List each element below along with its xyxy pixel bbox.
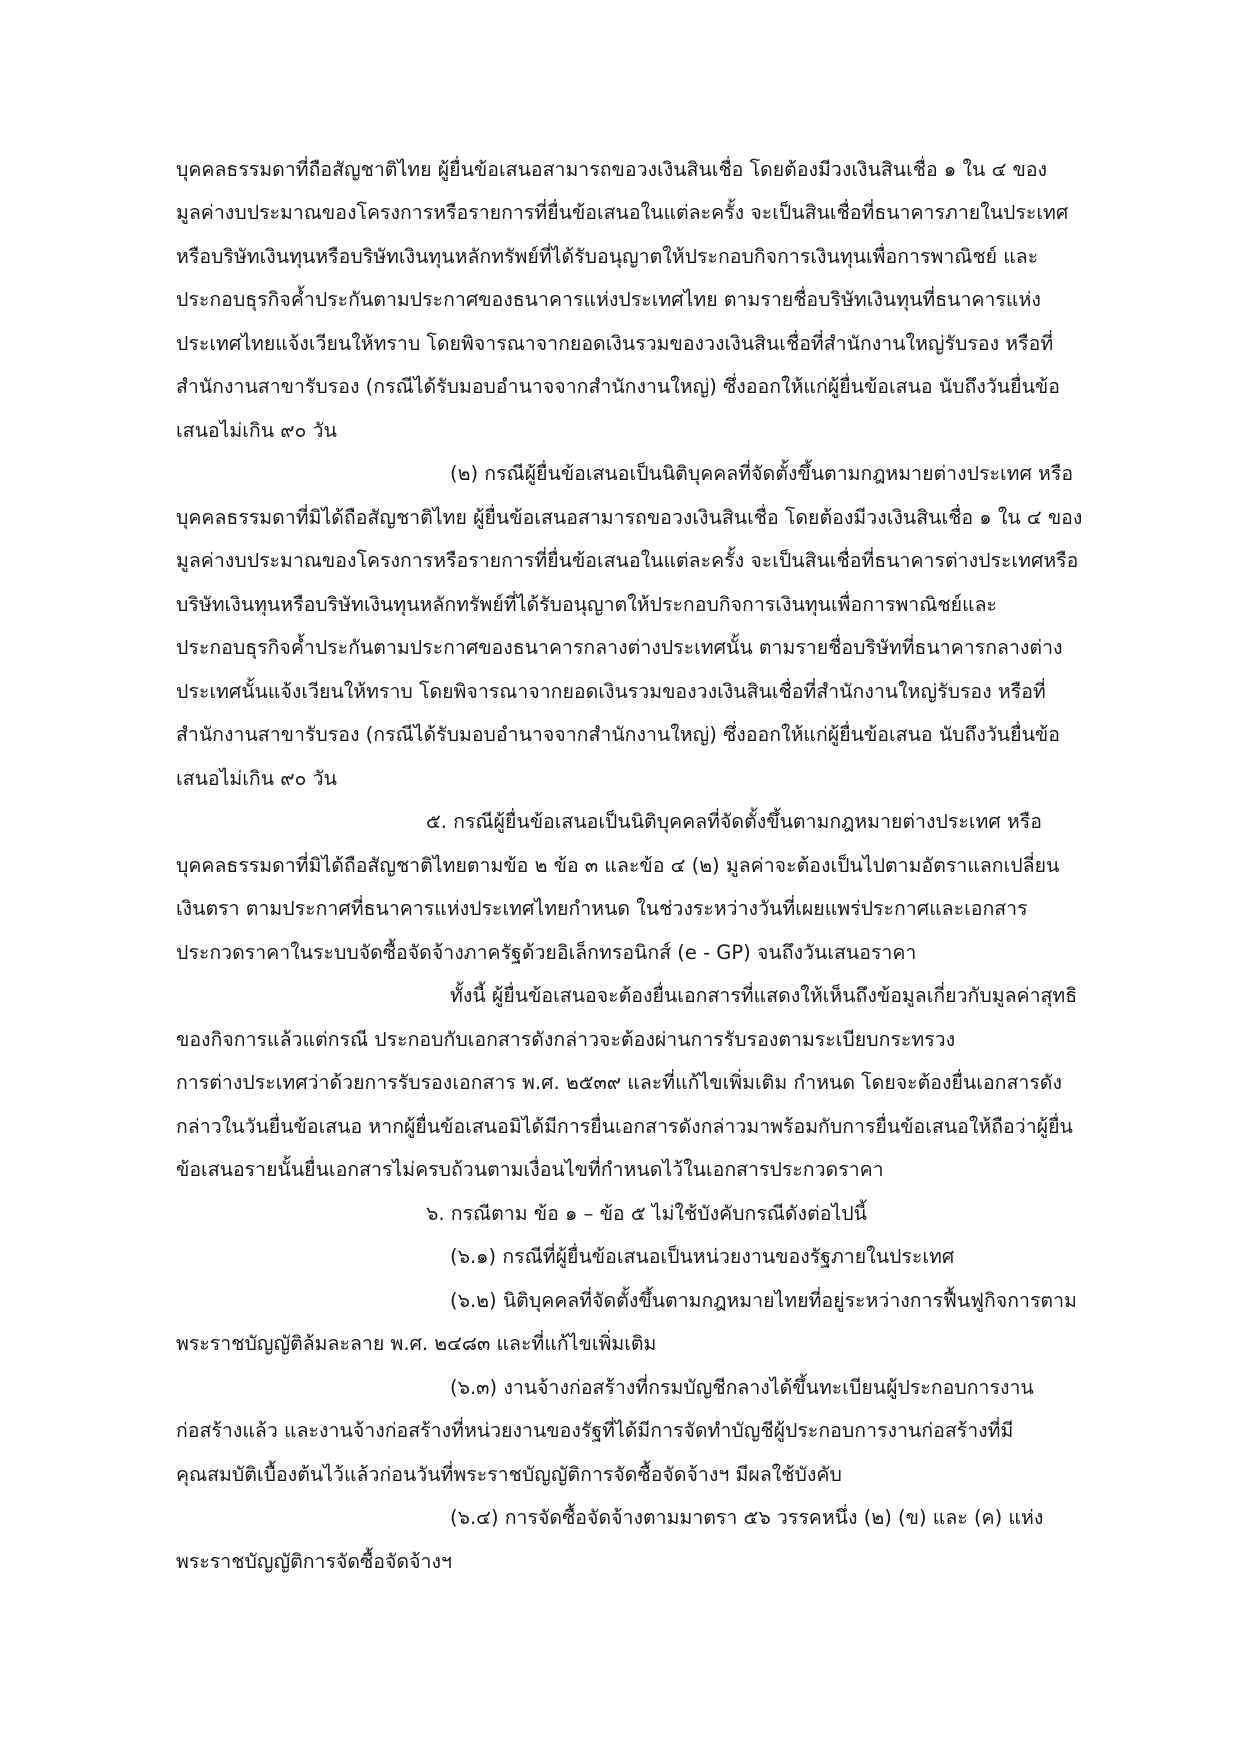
body-line: มูลค่างบประมาณของโครงการหรือรายการที่ยื่นข้อเสนอในแต่ละครั้ง จะเป็นสินเชื่อที่ธนาคารภายในประเทศ [176,201,1069,224]
body-line: ประกอบธุรกิจค้ำประกันตามประกาศของธนาคารแห่งประเทศไทย ตามรายชื่อบริษัทเงินทุนที่ธนาคารแห่ง [176,288,1041,311]
body-line: ประเทศไทยแจ้งเวียนให้ทราบ โดยพิจารณาจากยอดเงินรวมของวงเงินสินเชื่อที่สำนักงานใหญ่รับรอง หรือที่ [176,332,1054,355]
paragraph-start-line: ๖. กรณีตาม ข้อ ๑ – ข้อ ๕ ไม่ใช้บังคับกรณีดังต่อไปนี้ [426,1202,867,1225]
body-line: ข้อเสนอรายนั้นยื่นเอกสารไม่ครบถ้วนตามเงื่อนไขที่กำหนดไว้ในเอกสารประกวดราคา [176,1158,884,1181]
paragraph-start-line: (๖.๒) นิติบุคคลที่จัดตั้งขึ้นตามกฎหมายไทยที่อยู่ระหว่างการฟื้นฟูกิจการตาม [450,1289,1077,1312]
paragraph-start-line: (๖.๓) งานจ้างก่อสร้างที่กรมบัญชีกลางได้ขึ้นทะเบียนผู้ประกอบการงาน [450,1376,1034,1399]
body-line: ประกอบธุรกิจค้ำประกันตามประกาศของธนาคารกลางต่างประเทศนั้น ตามรายชื่อบริษัทที่ธนาคารกลางต่าง [176,636,1063,659]
paragraph-start-line: ทั้งนี้ ผู้ยื่นข้อเสนอจะต้องยื่นเอกสารที่แสดงให้เห็นถึงข้อมูลเกี่ยวกับมูลค่าสุทธิ [450,984,1078,1007]
body-line: การต่างประเทศว่าด้วยการรับรองเอกสาร พ.ศ. ๒๕๓๙ และที่แก้ไขเพิ่มเติม กำหนด โดยจะต้องยื่นเอกสารดัง [176,1071,1062,1094]
body-line: เสนอไม่เกิน ๙๐ วัน [176,767,337,790]
paragraph-start-line: (๖.๑) กรณีที่ผู้ยื่นข้อเสนอเป็นหน่วยงานของรัฐภายในประเทศ [450,1245,955,1268]
body-line: สำนักงานสาขารับรอง (กรณีได้รับมอบอำนาจจากสำนักงานใหญ่) ซึ่งออกให้แก่ผู้ยื่นข้อเสนอ นับถึงวันยื่นข้อ [176,723,1060,746]
body-line: ประเทศนั้นแจ้งเวียนให้ทราบ โดยพิจารณาจากยอดเงินรวมของวงเงินสินเชื่อที่สำนักงานใหญ่รับรอง หรือที่ [176,680,1046,703]
body-line: ของกิจการแล้วแต่กรณี ประกอบกับเอกสารดังกล่าวจะต้องผ่านการรับรองตามระเบียบกระทรวง [176,1028,956,1051]
body-line: พระราชบัญญัติล้มละลาย พ.ศ. ๒๔๘๓ และที่แก้ไขเพิ่มเติม [176,1332,657,1355]
paragraph-start-line: (๖.๔) การจัดซื้อจัดจ้างตามมาตรา ๕๖ วรรคหนึ่ง (๒) (ข) และ (ค) แห่ง [450,1506,1044,1529]
body-line: คุณสมบัติเบื้องต้นไว้แล้วก่อนวันที่พระราชบัญญัติการจัดซื้อจัดจ้างฯ มีผลใช้บังคับ [176,1463,842,1486]
body-line: บุคคลธรรมดาที่มิได้ถือสัญชาติไทยตามข้อ ๒ ข้อ ๓ และข้อ ๔ (๒) มูลค่าจะต้องเป็นไปตามอัตราแลกเปลี่ยน [176,854,1060,877]
paragraph-start-line: (๒) กรณีผู้ยื่นข้อเสนอเป็นนิติบุคคลที่จัดตั้งขึ้นตามกฎหมายต่างประเทศ หรือ [450,462,1074,485]
body-line: ประกวดราคาในระบบจัดซื้อจัดจ้างภาครัฐด้วยอิเล็กทรอนิกส์ (e - GP) จนถึงวันเสนอราคา [176,941,917,964]
body-line: กล่าวในวันยื่นข้อเสนอ หากผู้ยื่นข้อเสนอมิได้มีการยื่นเอกสารดังกล่าวมาพร้อมกับการยื่นข้อเสนอให้ถือว่าผู้ยื่น [176,1115,1073,1138]
body-line: บุคคลธรรมดาที่มิได้ถือสัญชาติไทย ผู้ยื่นข้อเสนอสามารถขอวงเงินสินเชื่อ โดยต้องมีวงเงินสินเชื่อ ๑ ใน ๔ ของ [176,506,1083,529]
body-line: มูลค่างบประมาณของโครงการหรือรายการที่ยื่นข้อเสนอในแต่ละครั้ง จะเป็นสินเชื่อที่ธนาคารต่างประเทศหรือ [176,549,1079,572]
body-line: ก่อสร้างแล้ว และงานจ้างก่อสร้างที่หน่วยงานของรัฐที่ได้มีการจัดทำบัญชีผู้ประกอบการงานก่อสร้างที่มี [176,1419,1014,1442]
body-line: เงินตรา ตามประกาศที่ธนาคารแห่งประเทศไทยกำหนด ในช่วงระหว่างวันที่เผยแพร่ประกาศและเอกสาร [176,897,1028,920]
body-line: บริษัทเงินทุนหรือบริษัทเงินทุนหลักทรัพย์ที่ได้รับอนุญาตให้ประกอบกิจการเงินทุนเพื่อการพาณิชย์และ [176,593,997,616]
body-line: บุคคลธรรมดาที่ถือสัญชาติไทย ผู้ยื่นข้อเสนอสามารถขอวงเงินสินเชื่อ โดยต้องมีวงเงินสินเชื่อ ๑ ใน ๔ ของ [176,158,1048,181]
body-line: เสนอไม่เกิน ๙๐ วัน [176,419,337,442]
body-line: หรือบริษัทเงินทุนหรือบริษัทเงินทุนหลักทรัพย์ที่ได้รับอนุญาตให้ประกอบกิจการเงินทุนเพื่อการพาณิชย์ และ [176,245,1039,268]
paragraph-start-line: ๕. กรณีผู้ยื่นข้อเสนอเป็นนิติบุคคลที่จัดตั้งขึ้นตามกฎหมายต่างประเทศ หรือ [426,810,1042,833]
body-line: สำนักงานสาขารับรอง (กรณีได้รับมอบอำนาจจากสำนักงานใหญ่) ซึ่งออกให้แก่ผู้ยื่นข้อเสนอ นับถึงวันยื่นข้อ [176,375,1060,398]
body-line: พระราชบัญญัติการจัดซื้อจัดจ้างฯ [176,1550,452,1573]
